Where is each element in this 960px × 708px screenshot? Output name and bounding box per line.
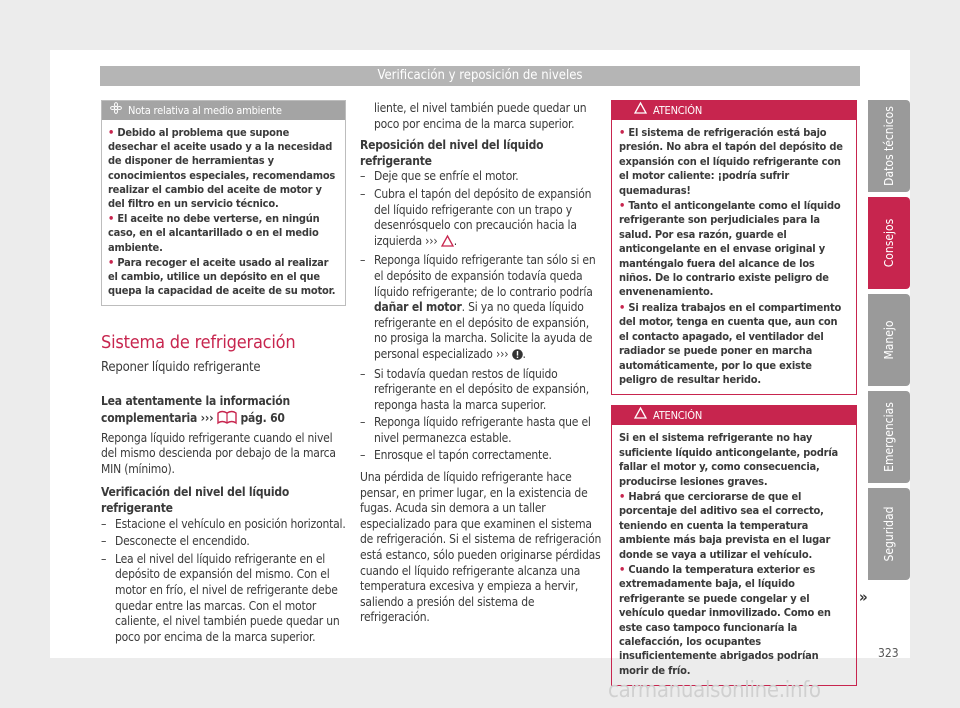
note-item: • Para recoger el aceite usado al realizar el cambio, utilice un depósito en el que quepa la capacidad de aceite de su motor. (108, 255, 336, 298)
list-item: – Cubra el tapón del depósito de expansión del líquido refrigerante con un trapo y desenrósquelo con precaución hacia la izquierda ››› . (360, 187, 602, 251)
reference-arrow-icon: ››› (495, 346, 509, 361)
list-item: – Reponga líquido refrigerante tan sólo si en el depósito de expansión todavía queda líquido refrigerante; de lo contrario podría dañar el motor. Si ya no queda líquido refrigerante en el depósito de expansión, no prosiga la marcha. Solicite la ayuda de personal especializado ››› . (360, 253, 602, 364)
section-subtitle: Reponer líquido refrigerante (101, 360, 261, 376)
list-item: – Deje que se enfríe el motor. (360, 169, 602, 185)
warning-item: • El sistema de refrigeración está bajo presión. No abra el tapón del depósito de expansión con el líquido refrigerante con el motor caliente: ¡podría sufrir quemaduras! (619, 126, 843, 197)
reference-arrow-icon: ››› (200, 411, 214, 426)
refill-heading: Reposición del nivel del líquido refrigerante (360, 138, 544, 168)
tab-seguridad[interactable]: Seguridad (868, 488, 910, 580)
environment-note-box (101, 100, 346, 306)
warning-item: • Habrá que cerciorarse de que el porcentaje del aditivo sea el correcto, teniendo en cuenta la temperatura ambiente más baja prevista en el lugar donde se vaya a utilizar el vehículo. (619, 489, 831, 561)
warning-triangle-icon (441, 235, 454, 252)
list-item: – Si todavía quedan restos de líquido refrigerante en el depósito de expansión, reponga hasta la marca superior. (360, 367, 602, 414)
warning-intro: Si en el sistema refrigerante no hay suficiente líquido anticongelante, podría fallar el motor y, como consecuencia, producirse lesiones graves. (619, 431, 838, 488)
page-header-title: Verificación y reposición de niveles (100, 66, 860, 86)
column-right (611, 100, 857, 686)
warning-title: ATENCIÓN (653, 104, 703, 117)
reference-arrow-icon: ››› (425, 233, 438, 248)
book-icon (217, 410, 237, 429)
continue-next-page-icon: » (859, 588, 868, 606)
note-item: • El aceite no debe verterse, en ningún caso, en el alcantarillado o en el medio ambiente. (108, 212, 320, 254)
warning-item: • Si realiza trabajos en el compartimento del motor, tenga en cuenta que, aun con el contacto apagado, el ventilador del radiador se puede poner en marcha automáticamente, por lo que existe peligro de resultar herido. (619, 300, 842, 386)
note-item: • Debido al problema que supone desechar el aceite usado y a la necesidad de disponer de herramientas y conocimientos especiales, recomendamos realizar el cambio del aceite de motor y del filtro en un servicio técnico. (108, 126, 336, 211)
intro-paragraph: Lea atentamente la información complementaria ››› pág. 60 (101, 394, 346, 428)
warning-title: ATENCIÓN (653, 409, 703, 423)
environment-note-title: Nota relativa al medio ambiente (128, 104, 282, 117)
list-item: – Lea el nivel del líquido refrigerante en el depósito de expansión del mismo. Con el motor en frío, el nivel de refrigerante debe quedar entre las marcas. Con el motor caliente, el nivel también puede quedar un poco por encima de la marca superior. (101, 552, 346, 614)
page-number: 323 (878, 646, 899, 660)
verification-steps (101, 516, 346, 644)
warning-triangle-icon (634, 101, 647, 120)
tab-manejo[interactable]: Manejo (868, 294, 910, 386)
tab-datos-tecnicos[interactable]: Datos técnicos (868, 100, 910, 192)
paragraph-min-level: Reponga líquido refrigerante cuando el nivel del mismo descienda por debajo de la marca MIN (mínimo). (101, 430, 336, 476)
environment-note-header (102, 101, 345, 120)
continued-text: liente, el nivel también puede quedar un poco por encima de la marca superior. (374, 101, 587, 131)
warning-triangle-icon (634, 406, 647, 425)
section-title: Sistema de refrigeración (101, 332, 296, 354)
warning-body (612, 425, 856, 685)
info-icon (512, 349, 523, 365)
warning-header (612, 406, 856, 425)
watermark: carmanualsonline.info (608, 678, 821, 703)
list-item: – Reponga líquido refrigerante hasta que el nivel permanezca estable. (360, 415, 602, 446)
leak-paragraph: Una pérdida de líquido refrigerante hace pensar, en primer lugar, en la existencia de fugas. Acuda sin demora a un taller especializado para que examinen el sistema de refrigeración. Si el sistema de refrigeración está estanco, sólo pueden originarse pérdidas cuando el líquido refrigerante alcanza una temperatura excesiva y empieza a hervir, saliendo a presión del sistema de refrigeración. (360, 470, 602, 625)
chapter-tabs (868, 100, 910, 585)
tab-consejos[interactable]: Consejos (868, 197, 910, 289)
tab-emergencias[interactable]: Emergencias (868, 391, 910, 483)
list-item: – Enrosque el tapón correctamente. (360, 448, 602, 464)
verification-heading: Verificación del nivel del líquido refrigerante (101, 485, 290, 515)
flower-icon (110, 101, 122, 120)
refill-steps (360, 169, 602, 464)
warning-header (612, 101, 856, 120)
page-reference-link[interactable]: pág. 60 (240, 411, 285, 426)
list-item: – Estacione el vehículo en posición horizontal. (101, 517, 346, 533)
column-middle (360, 101, 602, 626)
warning-box-1 (611, 100, 857, 395)
warning-item: • Cuando la temperatura exterior es extremadamente baja, el líquido refrigerante se puede congelar y el vehículo quedar inmovilizado. Como en este caso tampoco funcionaría la calefacción, los ocupantes insuficientemente abrigados podrían morir de frío. (619, 562, 831, 677)
environment-note-body (102, 120, 345, 305)
list-item: – Desconecte el encendido. (101, 534, 346, 550)
warning-body (612, 120, 856, 394)
warning-box-2 (611, 405, 857, 686)
column-left (101, 100, 346, 644)
warning-item: • Tanto el anticongelante como el líquido refrigerante son perjudiciales para la salud. Por esa razón, guarde el anticongelante en el envase original y manténgalo fuera del alcance de los niños. De lo contrario existe peligro de envenenamiento. (619, 199, 841, 299)
